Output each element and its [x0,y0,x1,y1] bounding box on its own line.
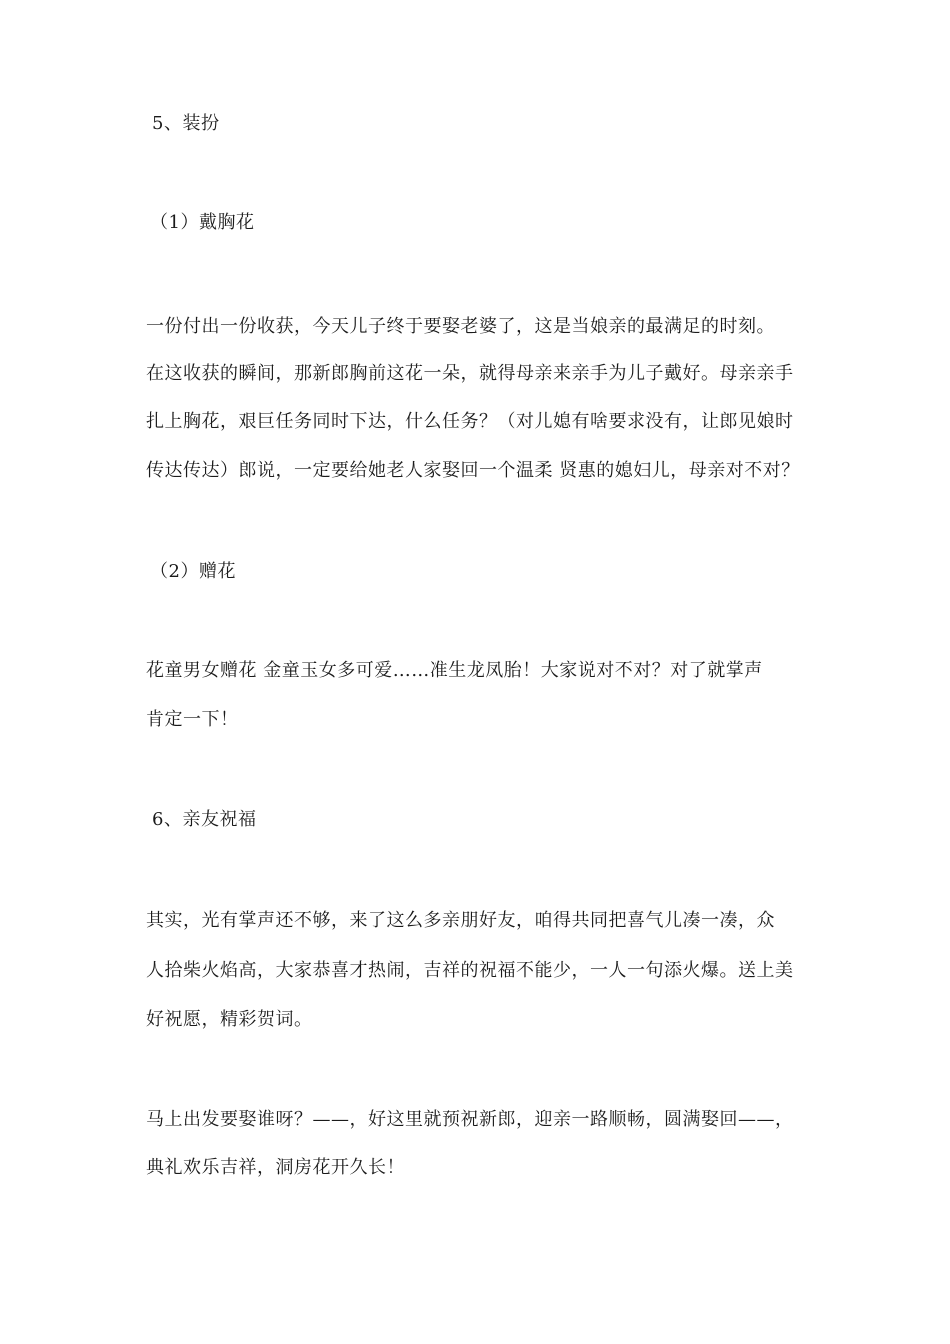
section-5-heading: 5、装扮 [152,113,220,134]
paragraph-line: 在这收获的瞬间，那新郎胸前这花一朵，就得母亲来亲手为儿子戴好。母亲亲手 [146,363,794,384]
paragraph-line: 传达传达）郎说，一定要给她老人家娶回一个温柔 贤惠的媳妇儿，母亲对不对？ [146,460,800,481]
paragraph-line: 典礼欢乐吉祥，洞房花开久长！ [146,1157,405,1178]
section-6-heading: 6、亲友祝福 [152,809,257,830]
paragraph-line: 扎上胸花，艰巨任务同时下达，什么任务？（对儿媳有啥要求没有，让郎见娘时 [146,411,794,432]
paragraph-line: 马上出发要娶谁呀？——，好这里就预祝新郎，迎亲一路顺畅，圆满娶回——， [146,1109,794,1130]
paragraph-line: 好祝愿，精彩贺词。 [146,1009,313,1030]
paragraph-line: 其实，光有掌声还不够，来了这么多亲朋好友，咱得共同把喜气儿凑一凑，众 [146,910,775,931]
paragraph-line: 人拾柴火焰高，大家恭喜才热闹，吉祥的祝福不能少，一人一句添火爆。送上美 [146,960,794,981]
paragraph-line: 肯定一下！ [146,709,239,730]
subsection-1-heading: （1）戴胸花 [150,212,255,233]
paragraph-line: 一份付出一份收获，今天儿子终于要娶老婆了，这是当娘亲的最满足的时刻。 [146,316,775,337]
paragraph-line: 花童男女赠花 金童玉女多可爱……准生龙凤胎！大家说对不对？对了就掌声 [146,660,763,681]
subsection-2-heading: （2）赠花 [150,561,236,582]
